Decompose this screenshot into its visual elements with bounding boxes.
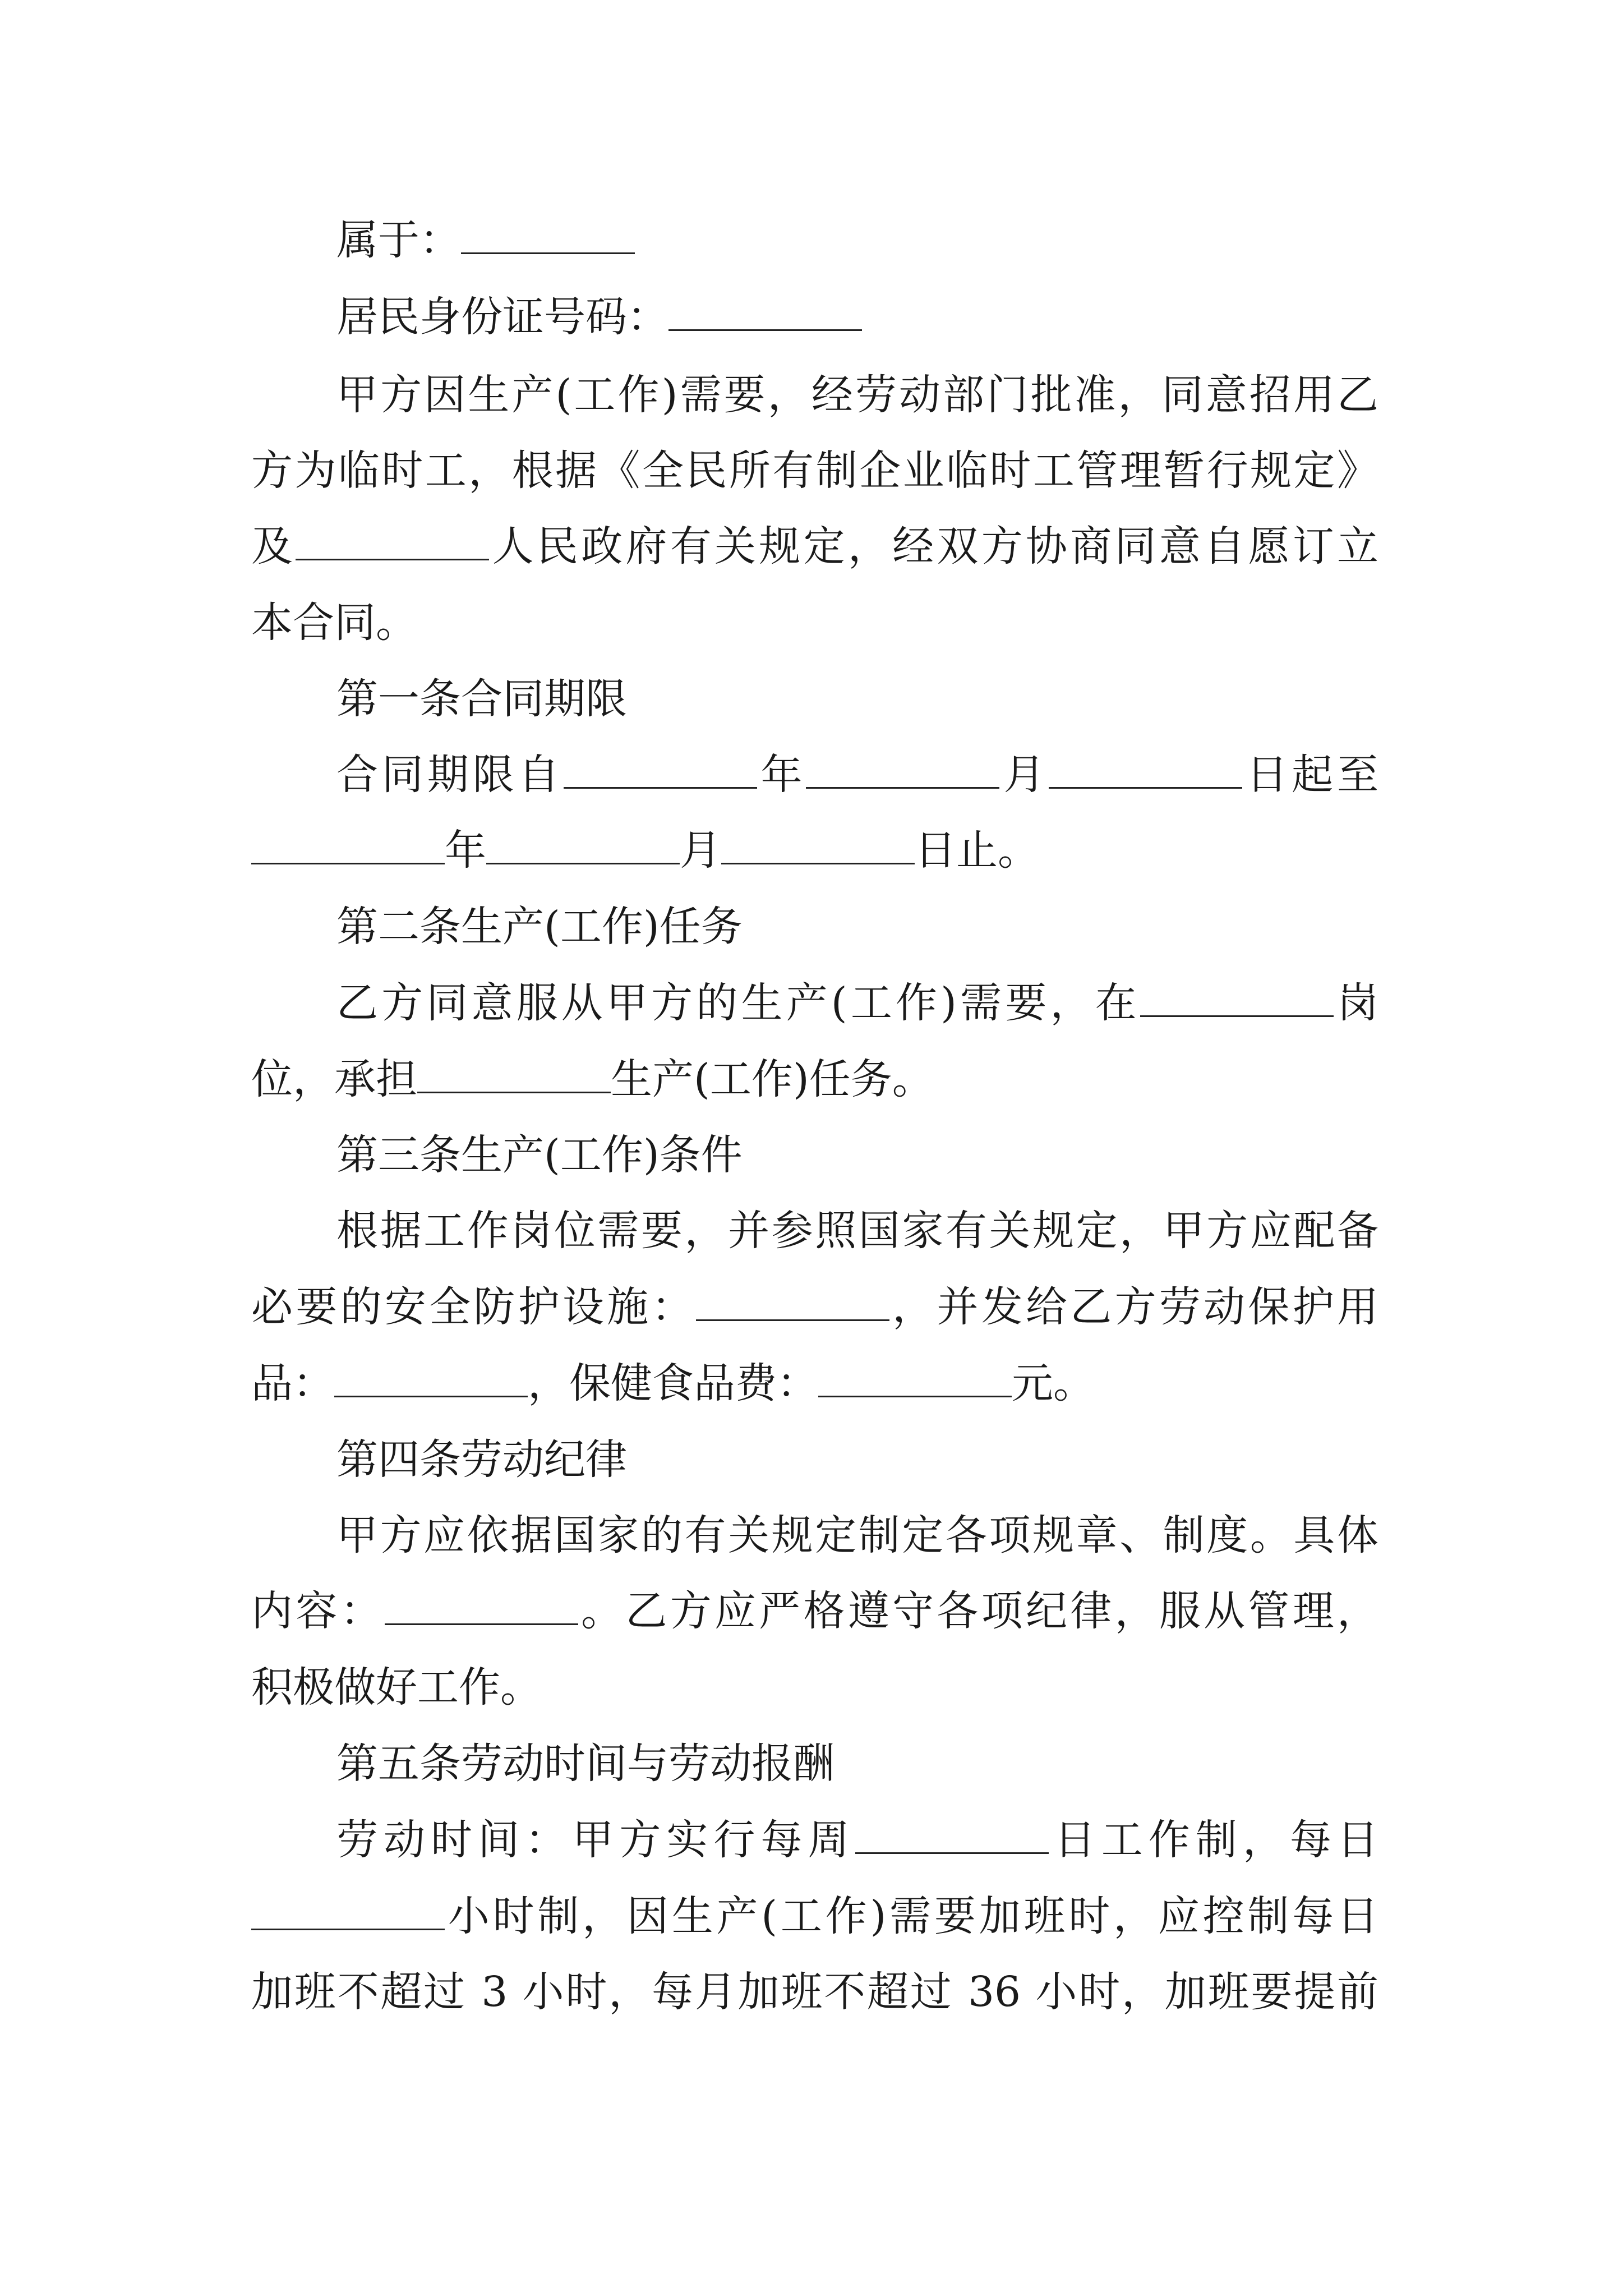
conditions-line-1: 根据工作岗位需要，并参照国家有关规定，甲方应配备 [336,1207,1378,1255]
end-year-label: 年 [445,826,486,875]
safety-facilities-blank[interactable] [696,1280,889,1321]
term-line-1 [336,748,1378,802]
start-year-blank[interactable] [564,748,757,789]
end-month-blank[interactable] [486,823,680,864]
owner-line [336,213,1464,267]
health-food-fee-blank[interactable] [818,1356,1012,1397]
conditions-text-d: ，保健食品费： [528,1359,818,1407]
term-text-a: 合同期限自 [336,751,564,799]
year-label: 年 [757,751,806,799]
start-month-blank[interactable] [806,748,999,789]
task-text-c: 位，承担 [251,1055,417,1103]
id-number-blank[interactable] [668,290,862,331]
conditions-line-2 [251,1280,1378,1334]
end-month-label: 月 [680,826,721,875]
hours-line-2 [251,1889,1378,1943]
end-day-label: 日止。 [915,826,1039,875]
task-text-d: 生产(工作)任务。 [611,1055,934,1103]
task-line-2 [251,1052,1378,1106]
task-line-1 [336,976,1378,1030]
task-blank[interactable] [417,1052,611,1093]
hours-text-a: 劳动时间：甲方实行每周 [336,1816,855,1864]
workdays-blank[interactable] [855,1813,1049,1854]
task-text-b: 岗 [1333,979,1378,1027]
id-number-line [336,290,1464,344]
discipline-text-b: 。乙方应严格遵守各项纪律，服从管理， [578,1587,1378,1635]
preamble-line-4: 本合同。 [251,599,417,647]
conditions-text-e: 元。 [1012,1359,1095,1407]
conditions-text-a: 必要的安全防护设施： [251,1283,696,1331]
article-5-heading: 第五条劳动时间与劳动报酬 [336,1740,834,1788]
end-day-blank[interactable] [721,823,915,864]
discipline-text-a: 内容： [251,1587,385,1635]
end-year-blank[interactable] [251,823,445,864]
month-label: 月 [999,751,1049,799]
article-3-heading: 第三条生产(工作)条件 [336,1131,743,1179]
hours-text-c: 小时制，因生产(工作)需要加班时，应控制每日 [445,1892,1378,1940]
id-number-label: 居民身份证号码： [336,293,668,341]
hours-line-3: 加班不超过 3 小时，每月加班不超过 36 小时，加班要提前 [251,1968,1378,2016]
post-blank[interactable] [1140,976,1334,1017]
preamble-line-1: 甲方因生产(工作)需要，经劳动部门批准，同意招用乙 [336,371,1378,419]
preamble-line-2: 方为临时工，根据《全民所有制企业临时工管理暂行规定》 [251,447,1378,495]
day-from-label: 日起至 [1242,751,1379,799]
discipline-line-1: 甲方应依据国家的有关规定制定各项规章、制度。具体 [336,1511,1378,1559]
protective-items-blank[interactable] [334,1356,528,1397]
preamble-text-a: 及 [251,522,296,570]
owner-label: 属于： [336,216,461,264]
hours-text-b: 日工作制，每日 [1048,1816,1379,1864]
article-4-heading: 第四条劳动纪律 [336,1435,627,1484]
term-line-2 [251,823,1378,877]
daily-hours-blank[interactable] [251,1889,445,1930]
discipline-line-2 [251,1584,1378,1638]
conditions-line-3 [251,1356,1378,1410]
article-2-heading: 第二条生产(工作)任务 [336,903,743,951]
conditions-text-c: 品： [251,1359,334,1407]
start-day-blank[interactable] [1049,748,1242,789]
discipline-line-3: 积极做好工作。 [251,1663,542,1711]
task-text-a: 乙方同意服从甲方的生产(工作)需要，在 [336,979,1140,1027]
discipline-content-blank[interactable] [385,1584,578,1625]
owner-blank[interactable] [461,213,635,254]
preamble-line-3 [251,519,1378,573]
hours-line-1 [336,1813,1378,1867]
article-1-heading: 第一条合同期限 [336,675,627,723]
government-blank[interactable] [296,519,489,560]
conditions-text-b: ，并发给乙方劳动保护用 [889,1283,1379,1331]
preamble-text-b: 人民政府有关规定，经双方协商同意自愿订立 [489,522,1379,570]
